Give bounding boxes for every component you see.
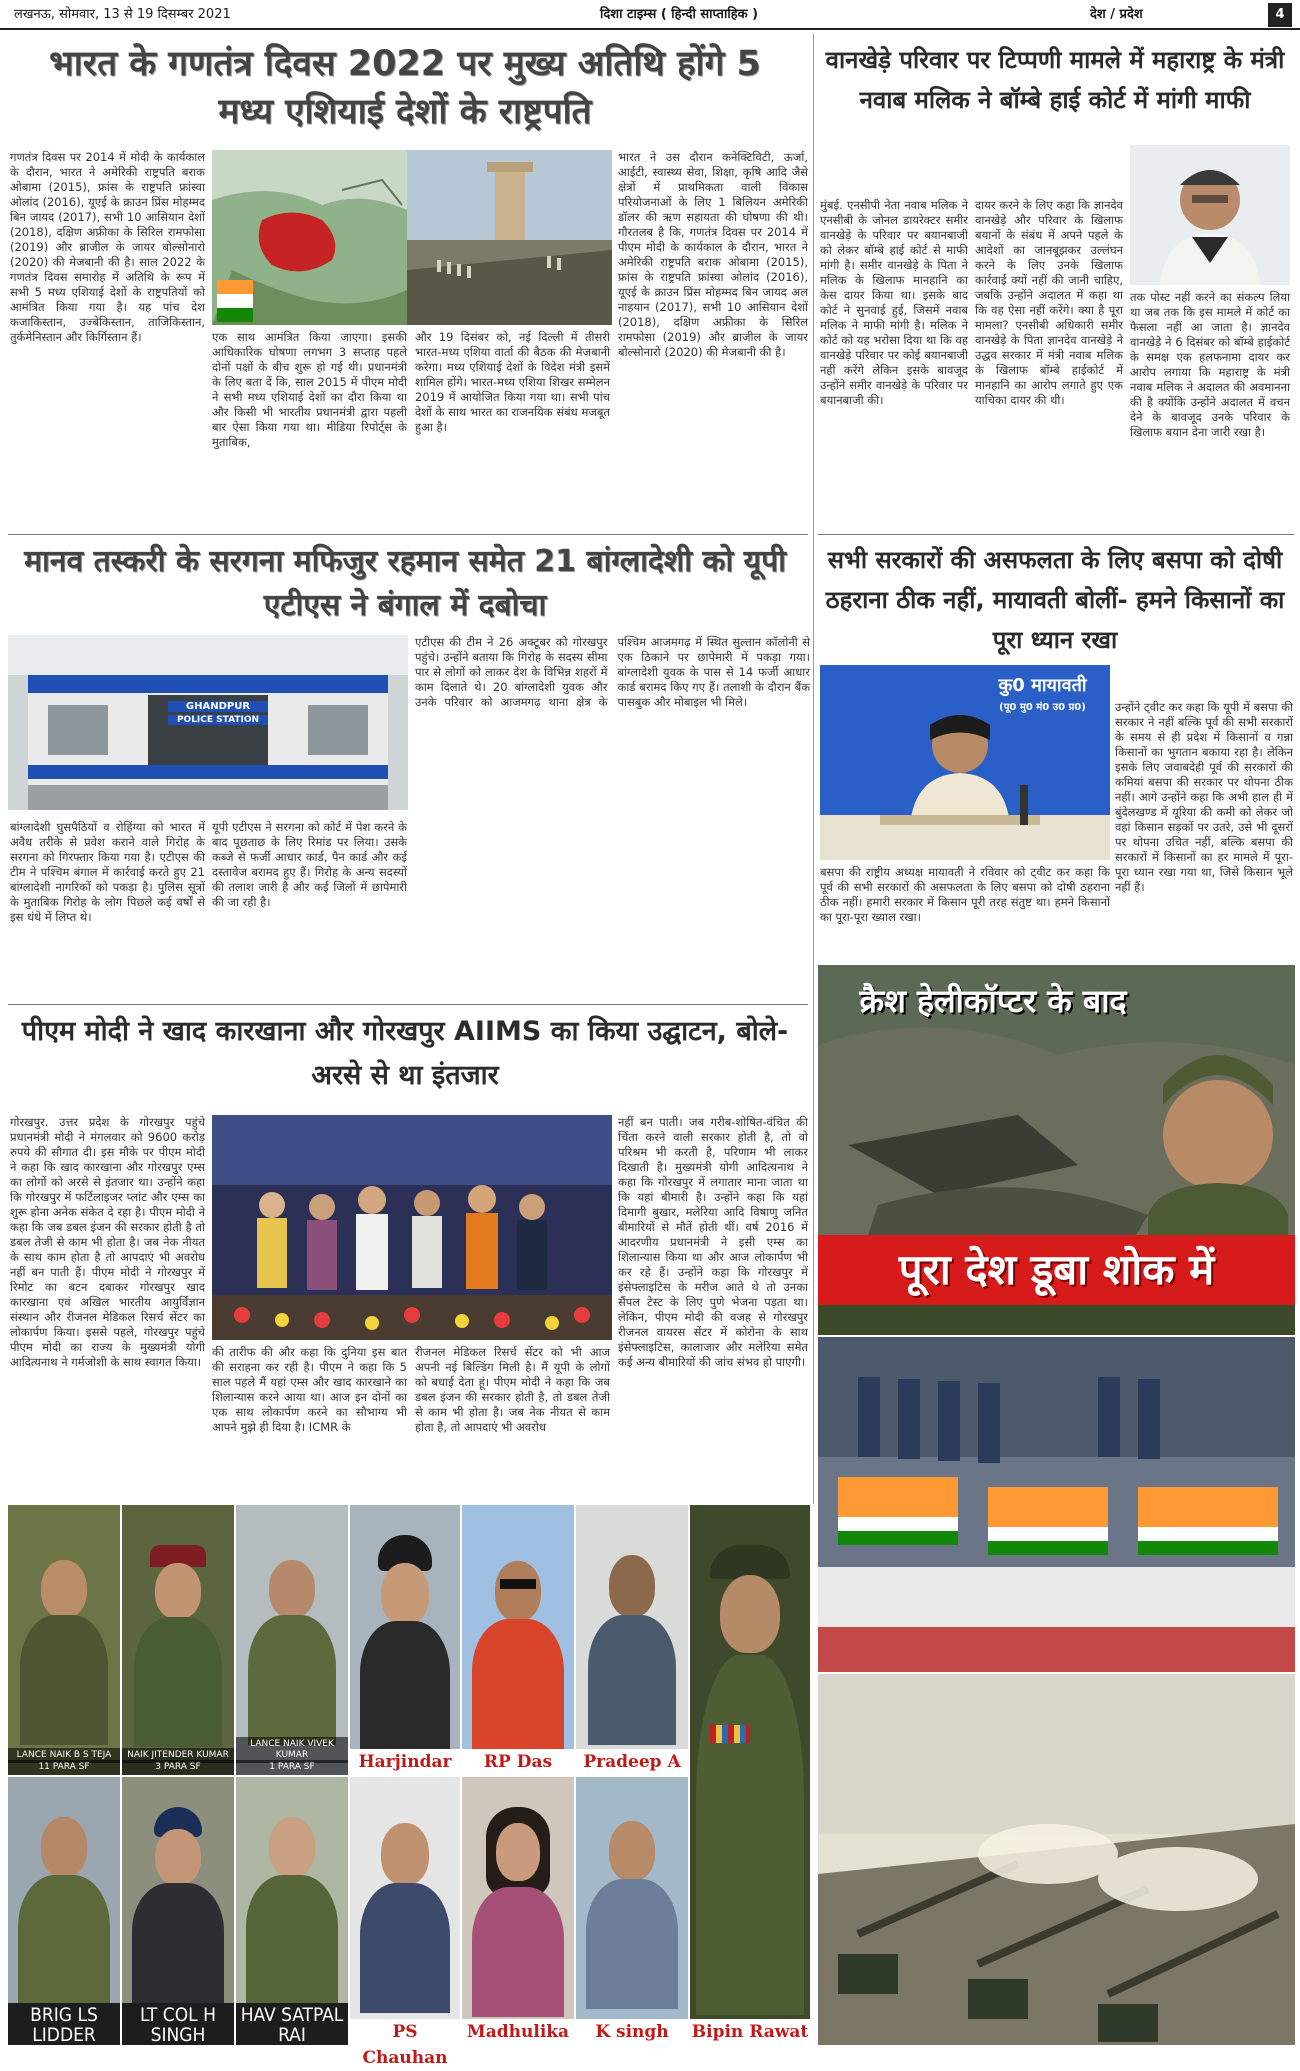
police-station-sign: POLICE STATION bbox=[168, 715, 268, 725]
story3-photo-pm-stage bbox=[212, 1115, 612, 1340]
story1-divider bbox=[8, 534, 808, 535]
nawab-malik-image bbox=[1130, 145, 1290, 285]
portrait-12-name: Madhulika bbox=[462, 2019, 574, 2045]
page-divider bbox=[813, 34, 814, 1504]
police-station-sign-name: GHANDPUR bbox=[168, 701, 268, 712]
story3-col1: गोरखपुर. उत्तर प्रदेश के गोरखपुर पहुंचे प्रधानमंत्री मोदी ने मंगलवार को 9600 करोड़ रुपये की सौगात दी। इस मौके पर पीएम मोदी ने कहा कि खाद कारखाना और गोरखपुर एम्स का लोगों को अरसे से इंतजार था। उन्होंने कहा कि गोरखपुर में फर्टिलाइजर प्लांट और एम्स का शुरू होना अनेक संकेत दे रहा है। पीएम मोदी ने कहा कि जब डबल इंजन की सरकार होती है तो डबल तेजी से काम भी होता है। जब नेक नीयत के साथ काम होता है तो आपदाएं भी अवरोध नहीं बन पाती हैं। पीएम मोदी ने गोरखपुर में रिमोट का बटन दबाकर गोरखपुर खाद कारखाना एवं अखिल भारतीय आयुर्विज्ञान संस्थान और रीजनल मेडिकल रिसर्च सेंटर का लोकार्पण किया। इससे पहले, गोरखपुर पहुंचे पीएम मोदी का राज्य के मुख्यमंत्री योगी आदित्यनाथ ने गर्मजोशी के साथ स्वागत किया। bbox=[10, 1115, 205, 1369]
page-number: 4 bbox=[1268, 3, 1292, 27]
portrait-7 bbox=[690, 1505, 810, 2045]
story1-col1: गणतंत्र दिवस पर 2014 में मोदी के कार्यकाल के दौरान, भारत ने अमेरिकी राष्ट्रपति बराक ओबामा (2015), फ्रांस के राष्ट्रपति फ्रांस्वा ओलांद (2016), यूएई के क्राउन प्रिंस मोहम्मद बिन जायद (2017), सभी 10 आसियान देशों (2018), दक्षिण अफ्रीका के सिरिल रामफोसा (2019) और ब्राजील के जायर बोल्सोनारो (2020) की मेजबानी की है। साल 2022 के गणतंत्र दिवस समारोह में अतिथि के रूप में सभी 5 मध्य एशियाई देशों के राष्ट्रपतियों को आमंत्रित किया गया है। यह पांच देश कजाकिस्तान, उज्बेकिस्तान, ताजिकिस्तान, तुर्कमेनिस्तान और किर्गिस्तान हैं। bbox=[10, 150, 205, 344]
tribute-banner-top: क्रैश हेलीकॉप्टर के बाद bbox=[859, 982, 1127, 1020]
portrait-3-unit: 1 PARA SF bbox=[236, 1760, 348, 1775]
gun-salute-image bbox=[818, 1674, 1295, 2045]
portrait-13 bbox=[576, 1777, 688, 2045]
masthead-date: लखनऊ, सोमवार, 13 से 19 दिसम्बर 2021 bbox=[14, 7, 231, 22]
coffins-ceremony-image bbox=[818, 1337, 1295, 1672]
portrait-10 bbox=[236, 1777, 348, 2045]
story5-col-right: उन्होंने ट्वीट कर कहा कि यूपी में बसपा की सरकार ने नहीं बल्कि पूर्व की सभी सरकारों के समय से ही प्रदेश में किसानों व गन्ना किसानों का भुगतान बकाया रहा है। लेकिन इसके लिए जवाबदेही पूर्व की सरकारों की कमियां बसपा की सरकार पर थोपना ठीक नहीं। आगे उन्होंने कहा कि अभी हाल ही में बुंदेलखण्ड में यूरिया की कमी को लेकर जो वहां किसान सड़कों पर उतरे, उसे भी दूसरों पर थोपना उचित नहीं, बल्कि बसपा की सरकारों में किसानों का हर मामले में पूरा-पूरा ध्यान रखा गया था, जिसे किसान भूले नहीं हैं। bbox=[1115, 700, 1293, 894]
story1-photo-parade bbox=[407, 150, 612, 325]
portrait-4 bbox=[350, 1505, 460, 1775]
portrait-1-name: LANCE NAIK B S TEJA bbox=[8, 1748, 120, 1763]
story4-photo-nawab-malik bbox=[1130, 145, 1290, 285]
mayawati-banner: कु0 मायावती bbox=[998, 675, 1087, 696]
story2-photo-police-station bbox=[8, 635, 408, 810]
portrait-8-name: BRIG LS LIDDER bbox=[8, 2003, 120, 2045]
story3-col-mid-b: रीजनल मेडिकल रिसर्च सेंटर को भी आज अपनी नई बिल्डिंग मिली है। मैं यूपी के लोगों को बधाई देता हूं। पीएम मोदी ने कहा कि जब डबल इंजन की सरकार होती है, तो डबल तेजी से काम भी होता है। जब नेक नीयत से काम होता है, तो आपदाएं भी अवरोध bbox=[415, 1345, 610, 1434]
story3-headline: पीएम मोदी ने खाद कारखाना और गोरखपुर AIIMS का किया उद्घाटन, बोले- अरसे से था इंतजार bbox=[21, 1016, 789, 1091]
portrait-2-name: NAIK JITENDER KUMAR bbox=[122, 1748, 234, 1763]
portrait-11-name: PS Chauhan bbox=[350, 2019, 460, 2045]
masthead bbox=[0, 0, 1300, 30]
story1-headline: भारत के गणतंत्र दिवस 2022 पर मुख्य अतिथि होंगे 5 मध्य एशियाई देशों के राष्ट्रपति bbox=[49, 44, 761, 132]
portrait-1-unit: 11 PARA SF bbox=[8, 1760, 120, 1775]
portrait-3-name: LANCE NAIK VIVEK KUMAR bbox=[236, 1737, 348, 1763]
portrait-1 bbox=[8, 1505, 120, 1775]
central-asia-map-image bbox=[212, 150, 407, 325]
tribute-crash-image bbox=[818, 965, 1295, 1335]
story4-col1: मुंबई. एनसीपी नेता नवाब मलिक ने एनसीबी के जोनल डायरेक्टर समीर वानखेड़े के परिवार पर बयानबाजी को लेकर बॉम्बे हाई कोर्ट से माफी मांगी है। समीर वानखेड़े के पिता ने मलिक के खिलाफ मानहानि का केस दायर किया था। इसके बाद कोर्ट ने सुनवाई हुई, जिसमें नवाब मलिक ने माफी मांगी है। मलिक ने कोर्ट को यह भरोसा दिया था कि वह वानखेड़े परिवार पर कोई बयानबाजी नहीं करेंगे लेकिन इसके बावजूद उन्होंने समीर वानखेड़े के परिवार पर बयानबाजी की। bbox=[820, 198, 968, 407]
story2-headline: मानव तस्करी के सरगना मफिजुर रहमान समेत 21 बांग्लादेशी को यूपी एटीएस ने बंगाल में दबोचा bbox=[24, 544, 786, 623]
story2-col1: बांग्लादेशी घुसपैठियों व रोहिंग्या को भारत में अवैध तरीके से प्रवेश कराने वाले गिरोह के सरगना को गिरफ्तार किया गया है। एटीएस की टीम ने पश्चिम बंगाल में कार्रवाई करते हुए 21 बांग्लादेशी नागरिकों को पकड़ा है। पुलिस सूत्रों के मुताबिक गिरोह के लोग पिछले कई वर्षों से इस धंधे में लिप्त थे। bbox=[10, 820, 205, 924]
portrait-5-name: RP Das bbox=[462, 1749, 574, 1775]
portrait-4-name: Harjindar bbox=[350, 1749, 460, 1775]
portrait-2 bbox=[122, 1505, 234, 1775]
portrait-3 bbox=[236, 1505, 348, 1775]
masthead-section: देश / प्रदेश bbox=[1090, 7, 1143, 22]
story4-col3: तक पोस्ट नहीं करने का संकल्प लिया था जब तक कि इस मामले में कोर्ट का फैसला नहीं आ जाता है। ज्ञानदेव वानखेड़े ने 6 दिसंबर को बॉम्बे हाईकोर्ट के समक्ष एक हलफनामा दायर कर आरोप लगाया कि महाराष्ट्र के मंत्री नवाब मलिक ने अदालत की अवमानना की है क्योंकि उन्होंने अदालत में वचन देने के बावजूद उनके परिवार के खिलाफ बयान देना जारी रखा है। bbox=[1130, 290, 1290, 439]
mayawati-banner-sub: (पू0 मु0 मं0 उ0 प्र0) bbox=[999, 702, 1086, 713]
portrait-6 bbox=[576, 1505, 688, 1775]
story5-headline: सभी सरकारों की असफलता के लिए बसपा को दोषी ठहराना ठीक नहीं, मायावती बोलीं- हमने किसानों का पूरा ध्यान रखा bbox=[825, 546, 1285, 654]
tribute-gun-salute-image bbox=[818, 1674, 1295, 2045]
republic-day-parade-image bbox=[407, 150, 612, 325]
story5-col-bottom: बसपा की राष्ट्रीय अध्यक्ष मायावती ने रविवार को ट्वीट कर कहा कि पूर्व की सभी सरकारों की असफलता के लिए बसपा को दोषी ठहराना ठीक नहीं। हमारी सरकार में किसान पूरी तरह संतुष्ट था। हमने किसानों का पूरा-पूरा ख्याल रखा। bbox=[820, 865, 1110, 924]
portrait-12 bbox=[462, 1777, 574, 2045]
portrait-9-name: LT COL H SINGH bbox=[122, 2003, 234, 2045]
story4-headline: वानखेड़े परिवार पर टिप्पणी मामले में महाराष्ट्र के मंत्री नवाब मलिक ने बॉम्बे हाई कोर्ट में मांगी माफी bbox=[825, 46, 1285, 114]
story2-divider bbox=[8, 1004, 808, 1005]
portrait-10-name: HAV SATPAL RAI bbox=[236, 2003, 348, 2045]
portrait-5 bbox=[462, 1505, 574, 1775]
story1-col-mid-b: और 19 दिसंबर को, नई दिल्ली में तीसरी भारत-मध्य एशिया वार्ता की बैठक की मेजबानी करेगा। मध्य एशियाई देशों के विदेश मंत्री इसमें शामिल होंगे। भारत-मध्य एशिया शिखर सम्मेलन 2019 में आयोजित किया गया था। सभी पांच देशों के साथ भारत का राजनयिक संबंध मजबूत हुआ है। bbox=[415, 330, 610, 434]
tribute-banner-bottom: पूरा देश डूबा शोक में bbox=[818, 1235, 1295, 1305]
masthead-paper-name: दिशा टाइम्स ( हिन्दी साप्ताहिक ) bbox=[600, 7, 759, 22]
portrait-12b-name: K singh bbox=[576, 2019, 688, 2045]
portrait-11 bbox=[350, 1777, 460, 2068]
portrait-2-unit: 3 PARA SF bbox=[122, 1760, 234, 1775]
portrait-6-name: Pradeep A bbox=[576, 1749, 688, 1775]
story4-col2: दायर करने के लिए कहा कि ज्ञानदेव वानखेड़े और परिवार के खिलाफ बयानों के संबंध में अपने पहले के आदेशों का जानबूझकर उल्लंघन करने के लिए उनके खिलाफ कार्रवाई क्यों नहीं की जानी चाहिए, जबकि उन्होंने अदालत में कहा था कि वह ऐसा नहीं करेंगे। क्या है पूरा मामला? एनसीबी अधिकारी समीर वानखेड़े के पिता ज्ञानदेव वानखेड़े ने उद्धव सरकार में मंत्री नवाब मलिक के खिलाफ बॉम्बे हाईकोर्ट में मानहानि का आरोप लगाते हुए एक याचिका दायर की थी। bbox=[975, 198, 1123, 407]
story1-photo-map bbox=[212, 150, 407, 325]
portrait-9 bbox=[122, 1777, 234, 2045]
pm-modi-inauguration-image bbox=[212, 1115, 612, 1340]
story1-col3: भारत ने उस दौरान कनेक्टिविटी, ऊर्जा, आईटी, स्वास्थ्य सेवा, शिक्षा, कृषि आदि जैसे क्षेत्रों में प्राथमिकता वाली विकास परियोजनाओं के लिए 1 बिलियन अमेरिकी डॉलर की ऋण सहायता की घोषणा की थी। गौरतलब है कि, गणतंत्र दिवस पर 2014 में पीएम मोदी के कार्यकाल के दौरान, भारत ने अमेरिकी राष्ट्रपति बराक ओबामा (2015), फ्रांस के राष्ट्रपति फ्रांस्वा ओलांद (2016), यूएई के क्राउन प्रिंस मोहम्मद बिन जायद अल नाहयान (2017), सभी 10 आसियान देशों (2018), दक्षिण अफ्रीका के सिरिल रामफोसा (2019) और ब्राजील के जायर बोल्सोनारो (2020) की मेजबानी की है। bbox=[618, 150, 808, 359]
story5-photo-mayawati bbox=[820, 665, 1110, 860]
story4-divider bbox=[818, 534, 1294, 535]
portrait-8 bbox=[8, 1777, 120, 2045]
story3-col3: नहीं बन पाती। जब गरीब-शोषित-वंचित की चिंता करने वाली सरकार होती है, तो वो परिश्रम भी करती है, परिणाम भी लाकर दिखाती है। मुख्यमंत्री योगी आदित्यनाथ ने कहा कि गोरखपुर में लगातार माना जाता था कि यहां बीमारी है। उन्होंने कहा कि यहां दिमागी बुखार, मलेरिया आदि विषाणु जनित बीमारियों से मौतें होती थीं। वर्ष 2016 में आदरणीय प्रधानमंत्री ने इसी एम्स का शिलान्यास किया था और आज लोकार्पण भी कर रहे हैं। उन्होंने कहा कि गोरखपुर में इंसेफ्लाइटिस के मरीज आते थे तो उनका सैंपल टेस्ट के लिए पुणे भेजना पड़ता था। लेकिन, पीएम मोदी की वजह से गोरखपुर रीजनल वायरस सेंटर में कोरोना के साथ इंसेफ्लाइटिस, कालाजार और मलेरिया समेत कई अन्य बीमारियों की जांच संभव हो पाएगी। bbox=[618, 1115, 808, 1369]
tribute-coffins-image bbox=[818, 1337, 1295, 1672]
story2-col2: यूपी एटीएस ने सरगना को कोर्ट में पेश करने के बाद पूछताछ के लिए रिमांड पर लिया। उसके कब्जे से फर्जी आधार कार्ड, पैन कार्ड और कई दस्तावेज बरामद हुए हैं। गिरोह के अन्य सदस्यों की तलाश जारी है और कई जिलों में छापेमारी की जा रही है। bbox=[212, 820, 407, 909]
story1-col-mid-a: एक साथ आमंत्रित किया जाएगा। इसकी आधिकारिक घोषणा लगभग 3 सप्ताह पहले दोनों पक्षों के बीच शुरू हो गई थी। प्रधानमंत्री के लिए बता दें कि, साल 2015 में पीएम मोदी ने सभी मध्य एशियाई देशों का दौरा किया था और किसी भी भारतीय प्रधानमंत्री द्वारा पहली बार ऐसा किया गया था। मीडिया रिपोर्ट्स के मुताबिक, bbox=[212, 330, 407, 449]
story3-col-mid-a: की तारीफ की और कहा कि दुनिया इस बात की सराहना कर रही है। पीएम ने कहा कि 5 साल पहले मैं यहां एम्स और खाद कारखाने का शिलान्यास करने आया था। आज इन दोनों का एक साथ लोकार्पण करने का सौभाग्य भी आपने मुझे ही दिया है। ICMR के bbox=[212, 1345, 407, 1434]
story2-col3: एटीएस की टीम ने 26 अक्टूबर को गोरखपुर पहुंचे। उन्होंने बताया कि गिरोह के सदस्य सीमा पार से लोगों को लाकर देश के विभिन्न शहरों में काम दिलाते थे। 20 बांग्लादेशी युवक और उनके परिवार को आजमगढ़ थाना क्षेत्र के पश्चिम आजमगढ़ में स्थित सुल्तान कॉलोनी से एक ठिकाने पर छापेमारी में पकड़ा गया। बांग्लादेशी युवक के पास से 14 फर्जी आधार कार्ड बरामद किए गए हैं। तलाशी के दौरान बैंक पासबुक और मोबाइल भी मिले। bbox=[415, 635, 810, 709]
portrait-13-name: Bipin Rawat bbox=[690, 2019, 810, 2045]
